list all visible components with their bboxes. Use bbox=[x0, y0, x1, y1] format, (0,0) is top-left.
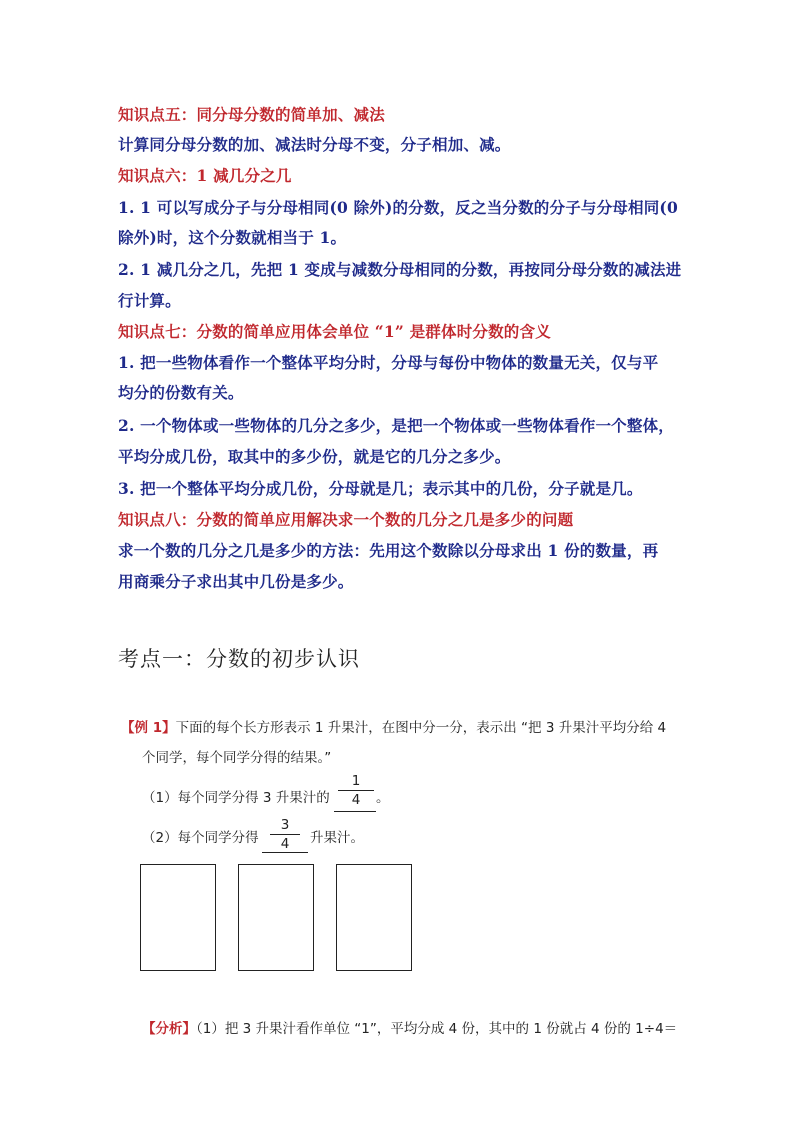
knowledge-point-6-text-1: 1. 1 可以写成分子与分母相同(0 除外)的分数，反之当分数的分子与分母相同(0 bbox=[118, 198, 678, 217]
question-2-numerator: 3 bbox=[280, 817, 290, 833]
example-tag: 【例 1】 bbox=[121, 720, 176, 736]
knowledge-point-8-text-2: 用商乘分子求出其中几份是多少。 bbox=[118, 572, 354, 591]
question-1-numerator: 1 bbox=[351, 773, 361, 789]
knowledge-point-6-text-2: 除外)时，这个分数就相当于 1。 bbox=[118, 228, 347, 247]
question-2-fraction bbox=[270, 817, 300, 852]
knowledge-point-5-text: 计算同分母分数的加、减法时分母不变，分子相加、减。 bbox=[118, 135, 511, 154]
knowledge-point-8-text-1: 求一个数的几分之几是多少的方法：先用这个数除以分母求出 1 份的数量，再 bbox=[118, 541, 659, 560]
knowledge-point-5-title: 知识点五：同分母分数的简单加、减法 bbox=[118, 105, 385, 124]
knowledge-point-7-text-4: 平均分成几份，取其中的多少份，就是它的几分之多少。 bbox=[118, 447, 511, 466]
example-1-text-1: 下面的每个长方形表示 1 升果汁，在图中分一分，表示出 “把 3 升果汁平均分给 4 bbox=[175, 720, 667, 736]
juice-rectangle-2[interactable] bbox=[238, 864, 314, 971]
question-1-denominator: 4 bbox=[351, 792, 361, 808]
analysis-text-1: （1）把 3 升果汁看作单位 “1”，平均分成 4 份，其中的 1 份就占 4 份的 1÷4＝ bbox=[196, 1021, 678, 1037]
knowledge-point-7-text-3: 2. 一个物体或一些物体的几分之多少，是把一个物体或一些物体看作一个整体， bbox=[118, 416, 674, 435]
fraction-bar bbox=[270, 834, 300, 835]
question-1-suffix: 。 bbox=[376, 790, 390, 806]
question-2-denominator: 4 bbox=[280, 836, 290, 852]
analysis-tag: 【分析】 bbox=[142, 1021, 196, 1037]
exam-point-heading: 考点一：分数的初步认识 bbox=[118, 647, 360, 671]
knowledge-point-6-text-4: 行计算。 bbox=[118, 291, 181, 310]
knowledge-point-7-title: 知识点七：分数的简单应用体会单位 “1” 是群体时分数的含义 bbox=[118, 322, 551, 341]
knowledge-point-7-text-5: 3. 把一个整体平均分成几份，分母就是几；表示其中的几份，分子就是几。 bbox=[118, 479, 643, 498]
knowledge-point-6-title: 知识点六：1 减几分之几 bbox=[118, 166, 292, 185]
question-2-prefix: （2）每个同学分得 bbox=[142, 830, 259, 846]
fraction-bar bbox=[338, 790, 374, 791]
example-1-line-1 bbox=[121, 716, 666, 736]
question-2-answer-blank[interactable] bbox=[262, 852, 308, 853]
knowledge-point-6-text-3: 2. 1 减几分之几，先把 1 变成与减数分母相同的分数，再按同分母分数的减法进 bbox=[118, 260, 682, 279]
question-2-suffix: 升果汁。 bbox=[310, 830, 364, 846]
knowledge-point-8-title: 知识点八：分数的简单应用解决求一个数的几分之几是多少的问题 bbox=[118, 510, 574, 529]
knowledge-point-7-text-1: 1. 把一些物体看作一个整体平均分时，分母与每份中物体的数量无关，仅与平 bbox=[118, 353, 659, 372]
analysis-line-1 bbox=[142, 1017, 677, 1037]
knowledge-point-7-text-2: 均分的份数有关。 bbox=[118, 383, 244, 402]
juice-rectangle-3[interactable] bbox=[336, 864, 412, 971]
example-1-line-2: 个同学，每个同学分得的结果。” bbox=[142, 750, 332, 766]
question-1-answer-blank[interactable] bbox=[334, 811, 376, 812]
juice-rectangle-1[interactable] bbox=[140, 864, 216, 971]
question-1-fraction bbox=[338, 773, 374, 808]
question-1-prefix: （1）每个同学分得 3 升果汁的 bbox=[142, 790, 330, 806]
